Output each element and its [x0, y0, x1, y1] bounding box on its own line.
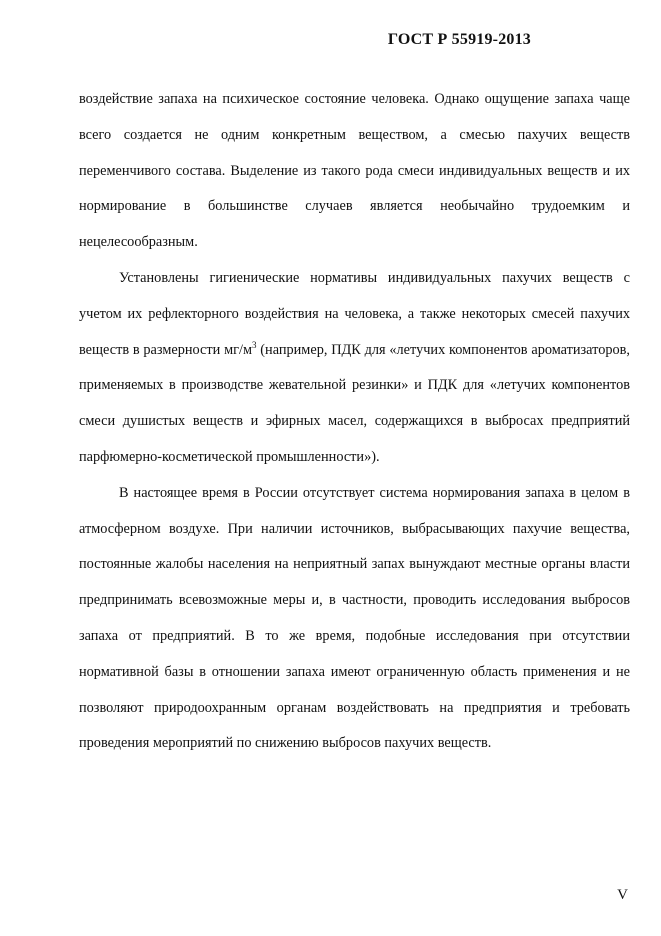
paragraph-2-text-end: (например, ПДК для «летучих компонентов ароматизаторов, применяемых в производстве жевательной резинки» и ПДК для «летучих компонентов смеси душистых веществ и эфирных масел, содержащихся в выбросах предприятий парфюмерно-косметической промышленности»).: [79, 341, 630, 465]
paragraph-2-text-start: Установлены гигиенические нормативы индивидуальных пахучих веществ с учетом их рефлекторного воздействия на человека, а также некоторых смесей пахучих веществ в размерности мг/м: [79, 269, 630, 358]
document-body: [79, 82, 630, 762]
paragraph-3: В настоящее время в России отсутствует система нормирования запаха в целом в атмосферном воздухе. При наличии источников, выбрасывающих пахучие вещества, постоянные жалобы населения на неприятный запах вынуждают местные органы власти предпринимать всевозможные меры и, в частности, проводить исследования выбросов запаха от предприятий. В то же время, подобные исследования при отсутствии нормативной базы в отношении запаха имеют ограниченную область применения и не позволяют природоохранным органам воздействовать на предприятия и требовать проведения мероприятий по снижению выбросов пахучих веществ.: [79, 484, 630, 752]
page-number: V: [617, 887, 628, 903]
paragraph-1: воздействие запаха на психическое состояние человека. Однако ощущение запаха чаще всего создается не одним конкретным веществом, а смесью пахучих веществ переменчивого состава. Выделение из такого рода смеси индивидуальных веществ и их нормирование в большинстве случаев является необычайно трудоемким и нецелесообразным.: [79, 91, 630, 251]
document-header-id: ГОСТ Р 55919-2013: [387, 31, 531, 48]
superscript-cube: 3: [252, 339, 257, 350]
paragraph-2: [79, 261, 630, 476]
